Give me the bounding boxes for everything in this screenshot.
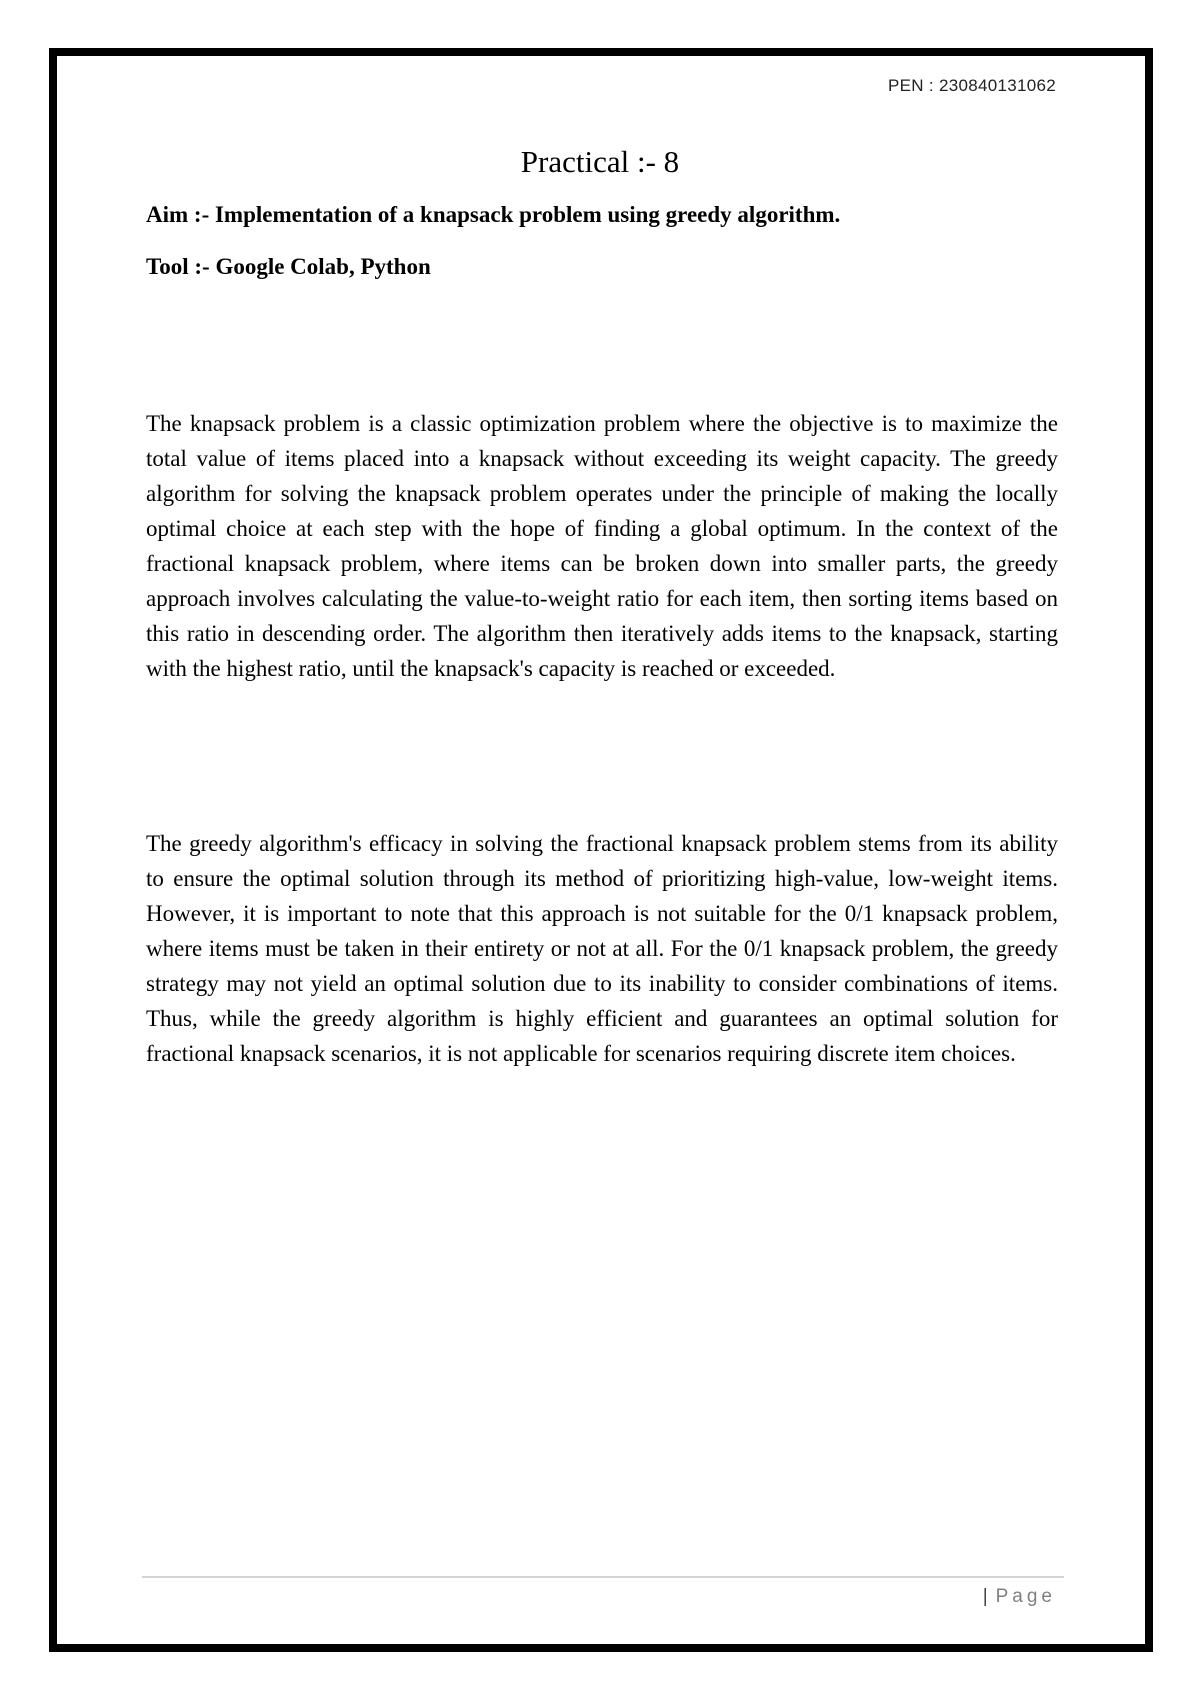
pen-number: PEN : 230840131062	[888, 76, 1056, 95]
footer-divider	[142, 1576, 1064, 1578]
page-footer	[983, 1586, 1056, 1608]
body-paragraph-1: The knapsack problem is a classic optimization problem where the objective is to maximize the total value of items placed into a knapsack without exceeding its weight capacity. The greedy algorithm for solving the knapsack problem operates under the principle of making the locally optimal choice at each step with the hope of finding a global optimum. In the context of the fractional knapsack problem, where items can be broken down into smaller parts, the greedy approach involves calculating the value-to-weight ratio for each item, then sorting items based on this ratio in descending order. The algorithm then iteratively adds items to the knapsack, starting with the highest ratio, until the knapsack's capacity is reached or exceeded.	[146, 411, 1058, 681]
body-paragraph-2: The greedy algorithm's efficacy in solving the fractional knapsack problem stems from its ability to ensure the optimal solution through its method of prioritizing high-value, low-weight items. However, it is important to note that this approach is not suitable for the 0/1 knapsack problem, where items must be taken in their entirety or not at all. For the 0/1 knapsack problem, the greedy strategy may not yield an optimal solution due to its inability to consider combinations of items. Thus, while the greedy algorithm is highly efficient and guarantees an optimal solution for fractional knapsack scenarios, it is not applicable for scenarios requiring discrete item choices.	[146, 831, 1058, 1066]
aim-heading: Aim :- Implementation of a knapsack problem using greedy algorithm.	[146, 202, 841, 227]
tool-heading: Tool :- Google Colab, Python	[146, 254, 431, 279]
footer-separator: |	[982, 1586, 988, 1607]
page-title: Practical :- 8	[520, 144, 680, 179]
page-label: Page	[995, 1586, 1056, 1607]
